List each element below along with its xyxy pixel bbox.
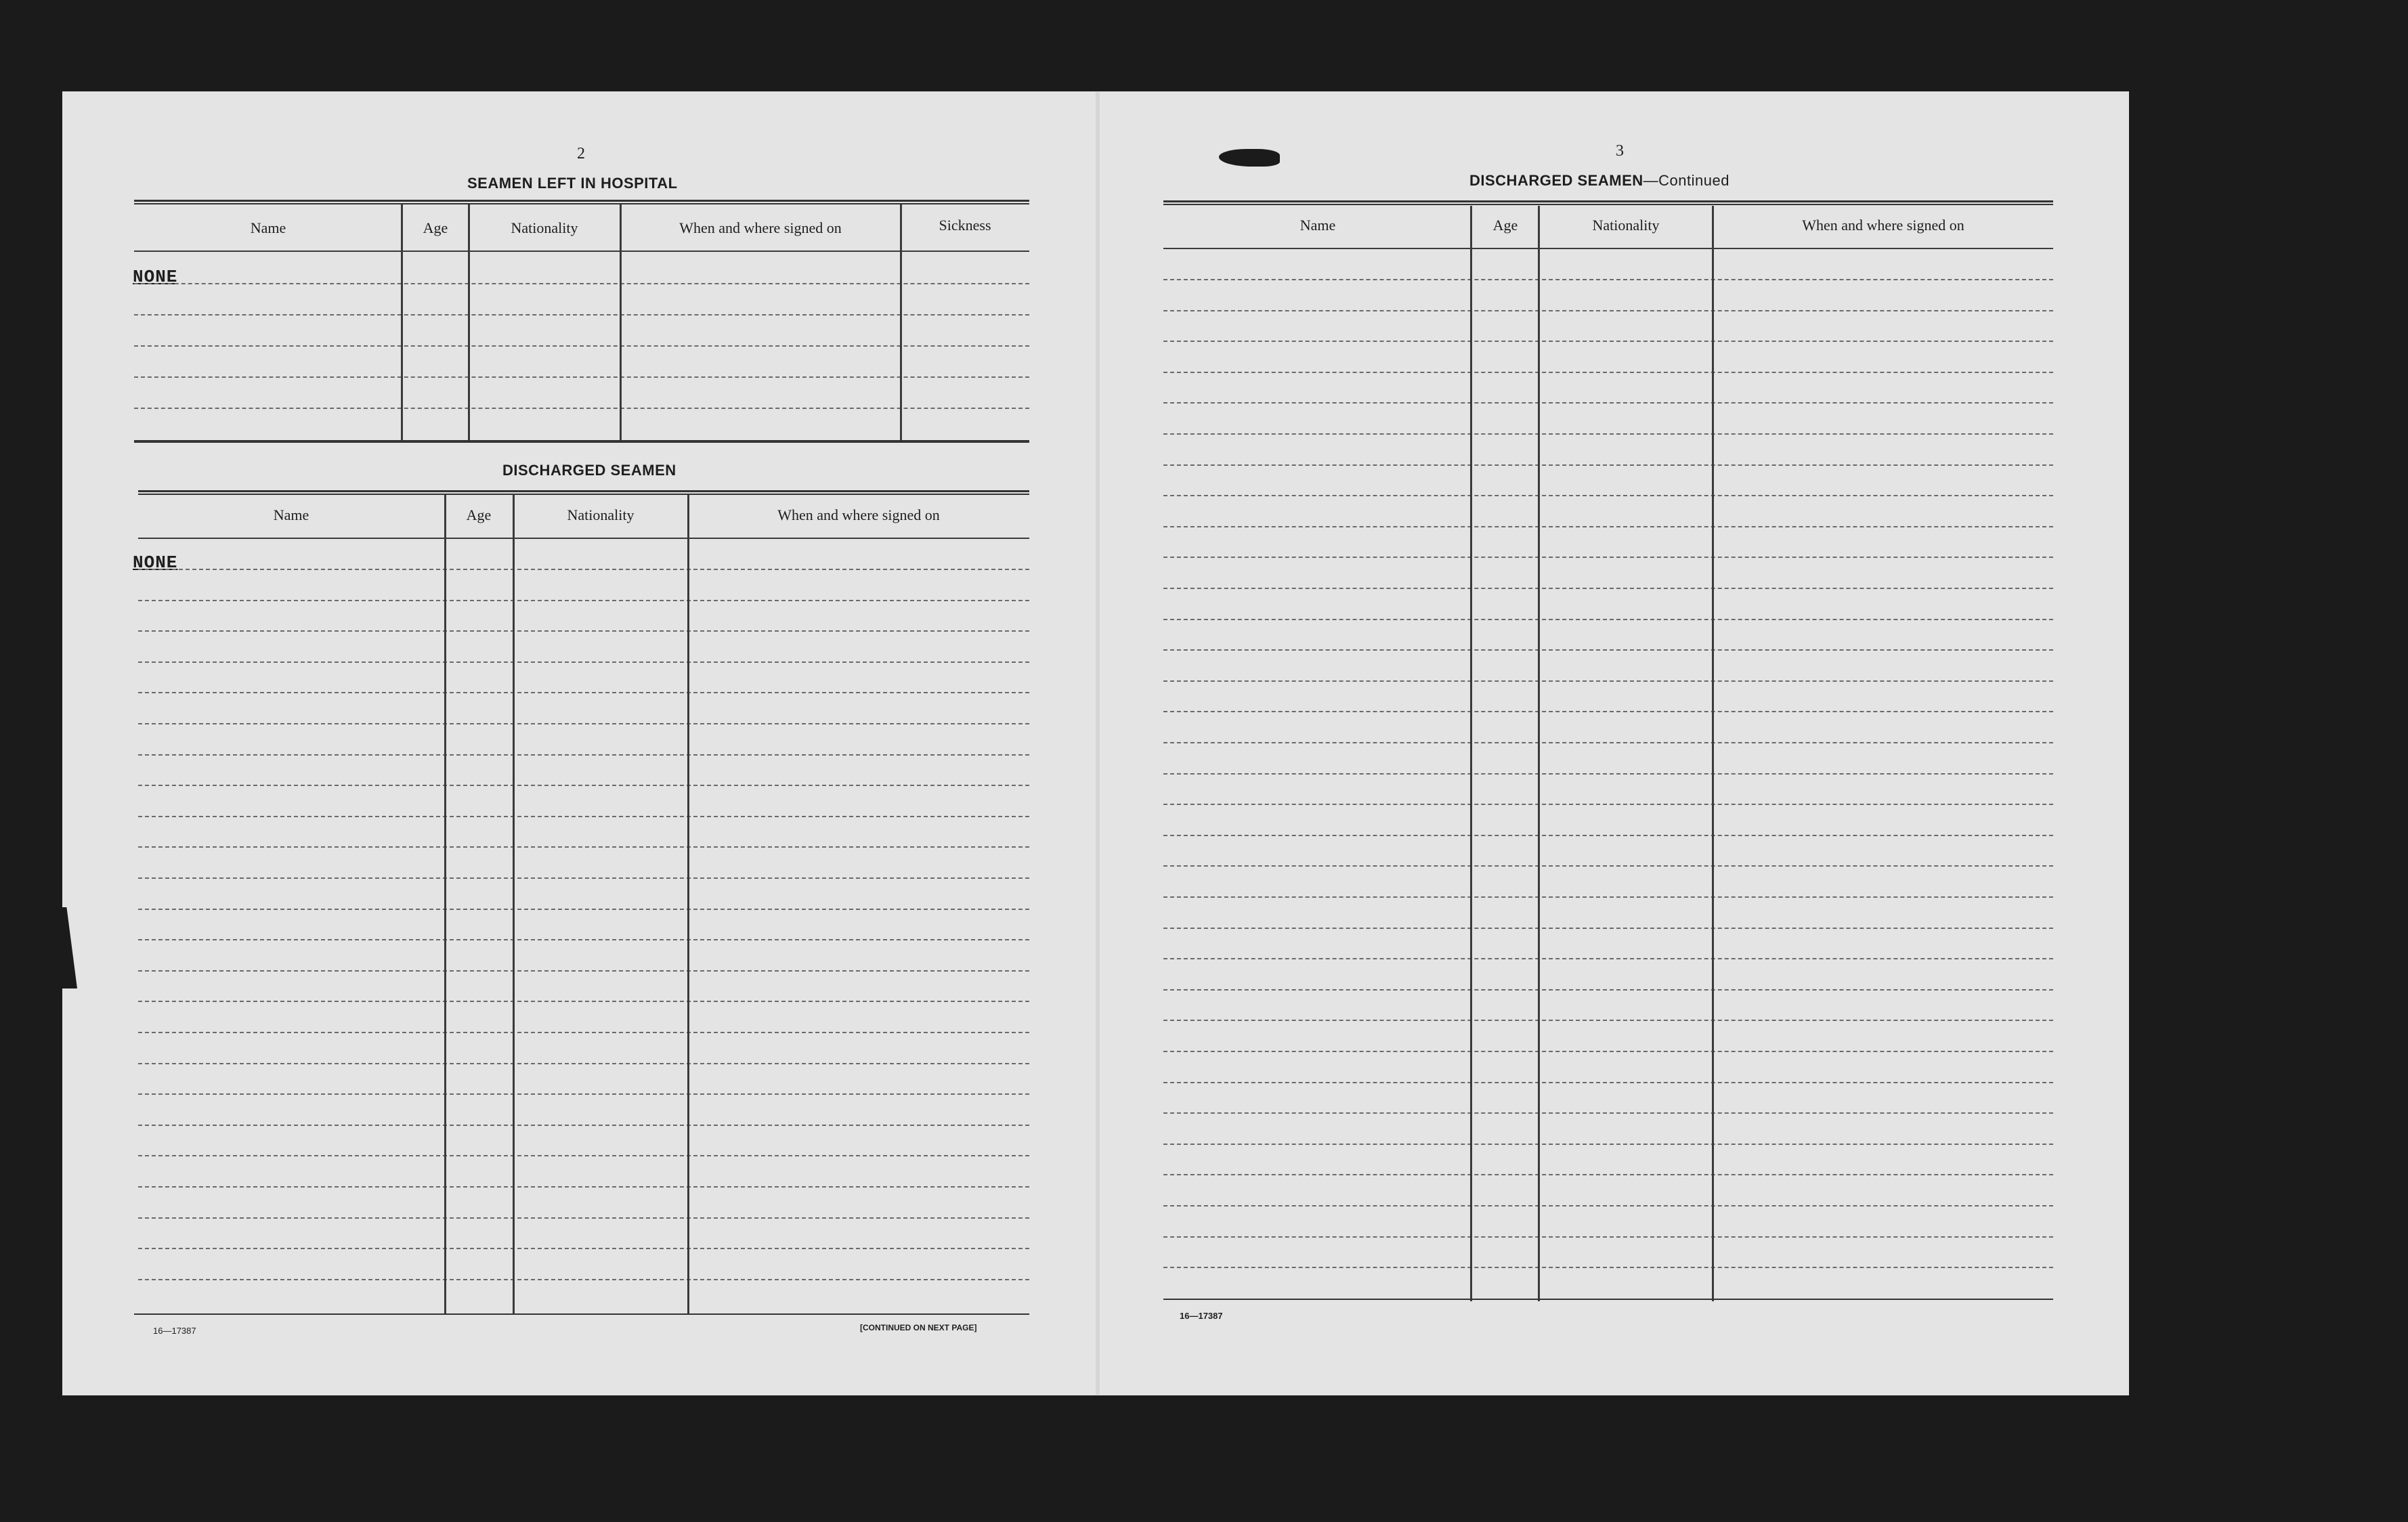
discharged-col-divider <box>687 494 689 1315</box>
ruled-line <box>138 661 1029 663</box>
ruled-line <box>138 909 1029 910</box>
right-section-title <box>1469 172 1729 190</box>
right-form-number: 16—17387 <box>1180 1311 1223 1321</box>
ruled-line <box>138 1217 1029 1219</box>
discharged-col-signed-on: When and where signed on <box>777 506 940 523</box>
hospital-col-divider <box>900 204 902 441</box>
right-bottom-rule <box>1163 1299 2053 1300</box>
ruled-line <box>1163 557 2053 558</box>
ruled-line <box>1163 1020 2053 1021</box>
ruled-line <box>1163 865 2053 867</box>
hospital-col-divider <box>401 204 403 441</box>
hospital-col-signed-on: When and where signed on <box>679 219 842 236</box>
ruled-line <box>1163 588 2053 589</box>
ruled-line <box>1163 989 2053 991</box>
ruled-line <box>138 1001 1029 1002</box>
ruled-line <box>138 1279 1029 1280</box>
ruled-line <box>1163 495 2053 496</box>
ruled-line <box>1163 1051 2053 1052</box>
left-form-number: 16—17387 <box>153 1326 196 1336</box>
hospital-top-rule <box>134 200 1029 204</box>
ruled-line <box>138 1248 1029 1249</box>
ruled-line <box>1163 804 2053 805</box>
right-col-divider <box>1538 206 1540 1301</box>
right-col-divider <box>1712 206 1714 1301</box>
ruled-line <box>138 723 1029 724</box>
ruled-line <box>1163 1112 2053 1114</box>
ruled-line <box>1163 958 2053 959</box>
ruled-line <box>134 314 1029 316</box>
discharged-top-rule <box>138 490 1029 495</box>
ruled-line <box>1163 526 2053 527</box>
ruled-line <box>1163 402 2053 404</box>
ruled-line <box>1163 310 2053 311</box>
right-col-divider <box>1470 206 1472 1301</box>
ruled-line <box>1163 1174 2053 1175</box>
ruled-line <box>138 754 1029 756</box>
hospital-col-divider <box>468 204 470 441</box>
ruled-line <box>1163 279 2053 280</box>
ruled-line <box>1163 835 2053 836</box>
discharged-col-divider <box>513 494 515 1315</box>
ruled-line <box>1163 680 2053 682</box>
hospital-col-age: Age <box>423 219 448 236</box>
ruled-line <box>138 1032 1029 1033</box>
ruled-line <box>138 630 1029 632</box>
right-col-age: Age <box>1492 217 1518 234</box>
ruled-line <box>1163 619 2053 620</box>
discharged-section-title: DISCHARGED SEAMEN <box>502 462 676 479</box>
ruled-line <box>138 939 1029 940</box>
hospital-header-rule <box>134 251 1029 252</box>
ruled-line <box>134 345 1029 347</box>
hospital-bottom-rule <box>134 440 1029 443</box>
ruled-line <box>1163 742 2053 743</box>
right-col-signed-on: When and where signed on <box>1802 217 1964 234</box>
continued-note: [CONTINUED ON NEXT PAGE] <box>860 1323 977 1332</box>
ruled-line <box>1163 464 2053 466</box>
discharged-bottom-rule <box>134 1313 1029 1315</box>
ruled-line <box>134 283 1029 284</box>
discharged-col-nationality: Nationality <box>567 506 635 523</box>
ruled-line <box>1163 1236 2053 1238</box>
ruled-line <box>138 600 1029 601</box>
ruled-line <box>138 816 1029 817</box>
ruled-line <box>1163 711 2053 712</box>
right-col-nationality: Nationality <box>1592 217 1660 234</box>
discharged-none-entry: NONE <box>133 552 178 573</box>
ruled-line <box>138 569 1029 570</box>
right-top-rule <box>1163 200 2053 205</box>
discharged-col-name: Name <box>273 506 309 523</box>
ruled-line <box>134 408 1029 409</box>
ruled-line <box>1163 1082 2053 1083</box>
discharged-header-rule <box>138 538 1029 539</box>
ruled-line <box>1163 1144 2053 1145</box>
right-section-title-main: DISCHARGED SEAMEN <box>1469 172 1643 189</box>
right-page-number: 3 <box>1616 142 1624 160</box>
hospital-col-name: Name <box>250 219 286 236</box>
ruled-line <box>1163 896 2053 898</box>
hospital-section-title: SEAMEN LEFT IN HOSPITAL <box>467 175 678 192</box>
ruled-line <box>1163 773 2053 775</box>
ruled-line <box>138 877 1029 879</box>
right-header-rule <box>1163 248 2053 249</box>
left-page-number: 2 <box>577 145 585 162</box>
hospital-col-divider <box>620 204 622 441</box>
right-section-title-suffix: —Continued <box>1643 172 1729 189</box>
ruled-line <box>138 1125 1029 1126</box>
discharged-col-age: Age <box>466 506 492 523</box>
ruled-line <box>1163 649 2053 651</box>
ruled-line <box>1163 372 2053 373</box>
discharged-col-divider <box>444 494 446 1315</box>
ruled-line <box>138 846 1029 848</box>
ruled-line <box>138 692 1029 693</box>
hospital-col-nationality: Nationality <box>511 219 578 236</box>
ruled-line <box>138 1063 1029 1064</box>
ruled-line <box>138 1155 1029 1156</box>
ruled-line <box>138 1093 1029 1095</box>
ruled-line <box>138 785 1029 786</box>
hospital-col-sickness: Sickness <box>939 217 991 234</box>
ruled-line <box>1163 1205 2053 1206</box>
right-col-name: Name <box>1299 217 1336 234</box>
ruled-line <box>1163 433 2053 435</box>
ruled-line <box>1163 928 2053 929</box>
ruled-line <box>138 970 1029 972</box>
page-fold <box>1096 92 1100 1395</box>
ruled-line <box>134 376 1029 378</box>
ruled-line <box>138 1186 1029 1188</box>
hospital-none-entry: NONE <box>133 267 178 287</box>
ruled-line <box>1163 1267 2053 1268</box>
ruled-line <box>1163 341 2053 342</box>
